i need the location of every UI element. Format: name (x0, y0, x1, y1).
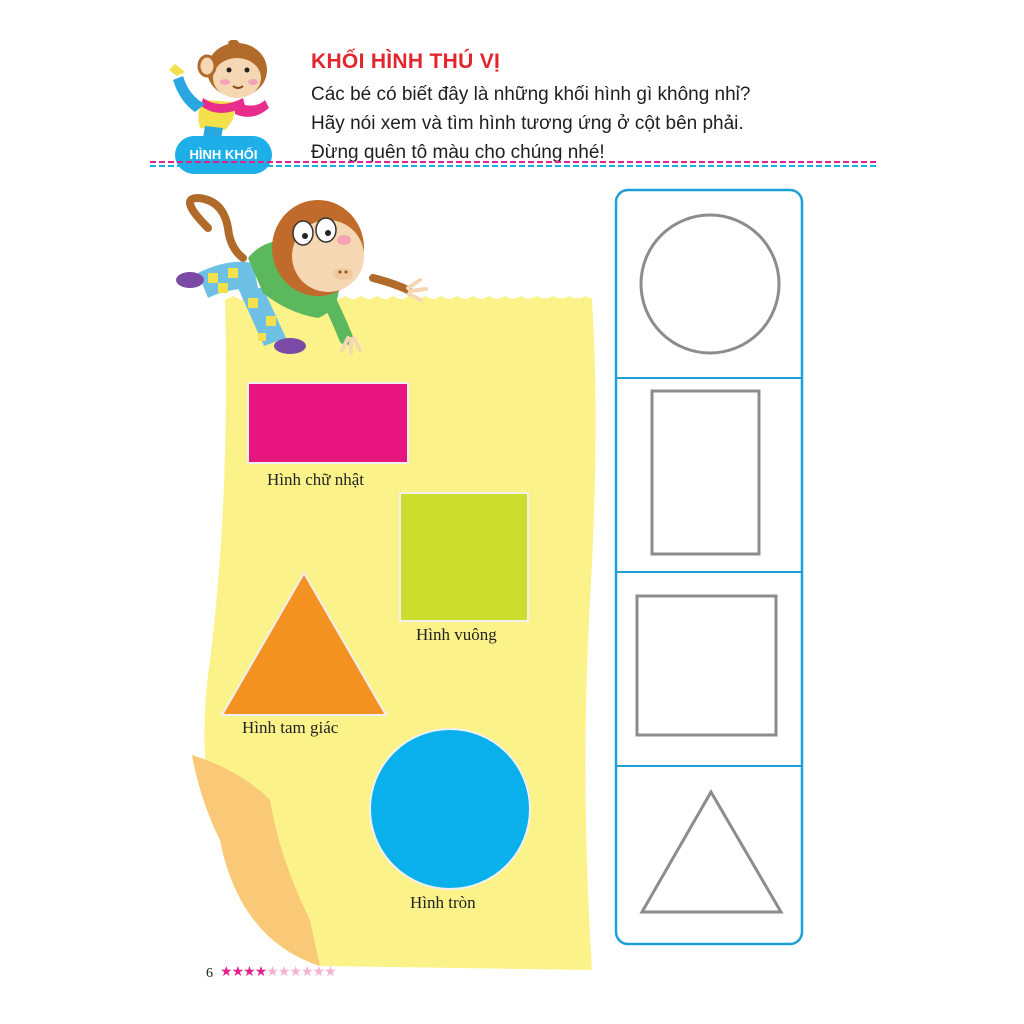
star-icon: ★ (289, 963, 301, 979)
star-icon: ★ (243, 963, 255, 979)
star-icon: ★ (266, 963, 278, 979)
instruction-line-1: Các bé có biết đây là những khối hình gì không nhỉ? (311, 84, 751, 105)
star-rating (220, 963, 336, 980)
star-icon: ★ (220, 963, 232, 979)
shape-square (398, 491, 530, 623)
star-icon: ★ (277, 963, 290, 979)
page-number: 6 (206, 966, 213, 981)
header-divider (150, 160, 876, 168)
outline-shapes-column (612, 186, 806, 948)
page-title: KHỐI HÌNH THÚ VỊ (311, 50, 501, 73)
shape-rectangle (246, 381, 410, 465)
section-badge: HÌNH KHỐI (175, 136, 272, 174)
star-icon: ★ (300, 963, 313, 979)
label-triangle: Hình tam giác (242, 718, 339, 737)
star-icon: ★ (254, 963, 267, 979)
star-icon: ★ (324, 963, 336, 979)
instruction-line-3: Đừng quên tô màu cho chúng nhé! (311, 142, 605, 163)
monkey-header-illustration (165, 40, 275, 140)
label-circle: Hình tròn (410, 893, 476, 912)
shape-triangle (220, 571, 388, 717)
label-rectangle: Hình chữ nhật (267, 470, 365, 489)
instruction-line-2: Hãy nói xem và tìm hình tương ứng ở cột bên phải. (311, 113, 744, 134)
monkey-crawling-illustration (168, 188, 433, 363)
shape-circle (368, 727, 532, 891)
star-icon: ★ (231, 963, 244, 979)
star-icon: ★ (312, 963, 325, 979)
label-square: Hình vuông (416, 625, 497, 644)
